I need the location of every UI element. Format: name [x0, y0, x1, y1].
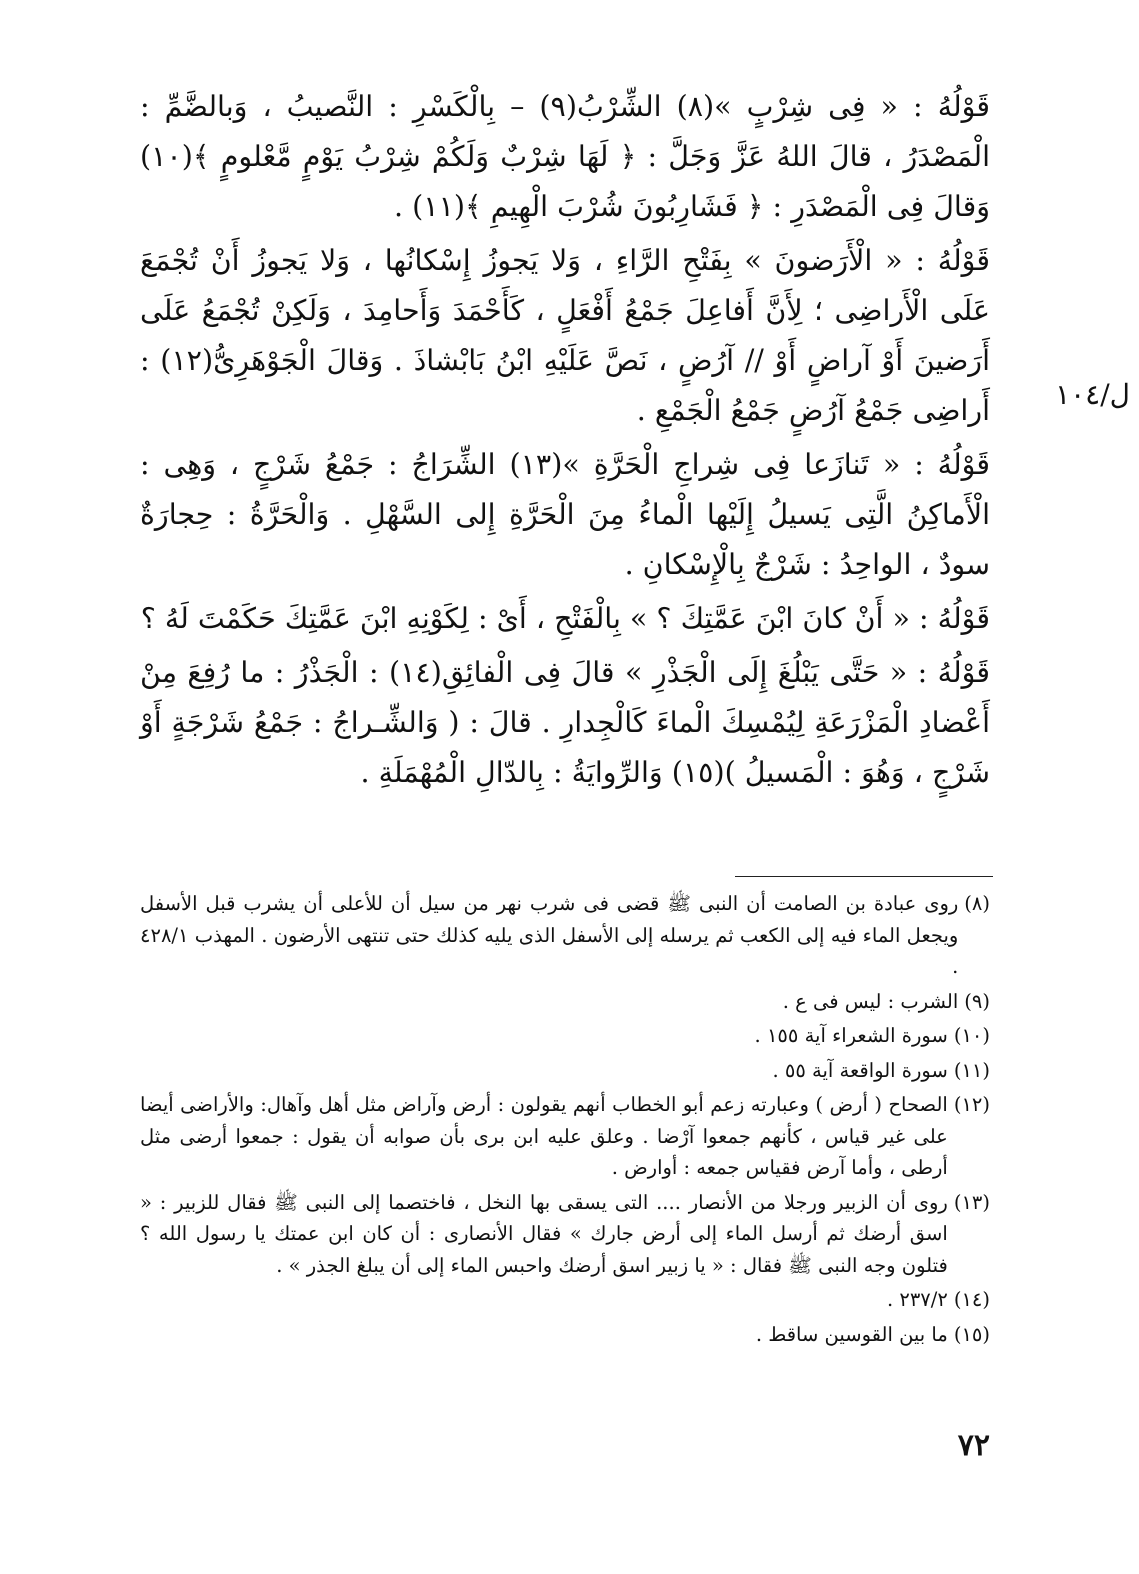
paragraph-jadhr: قَوْلُهُ : « حَتَّى يَبْلُغَ إِلَى الْجَذْرِ » قالَ فِى الْفائِقِ(١٤) : الْجَذْرُ : ما رُفِعَ مِنْ أَعْضادِ الْمَزْرَعَةِ لِيُمْسِكَ الْماءَ كَالْجِدارِ . قالَ : ( وَالشِّـراجُ : جَمْعُ شَرْجَةٍ أَوْ شَرْجٍ ، وَهُوَ : الْمَسيلُ )(١٥) وَالرِّوايَةُ : بِالدّالِ الْمُهْمَلَةِ .: [140, 656, 990, 789]
footnote-item: [140, 888, 990, 983]
footnote-number: (١٠): [953, 1024, 990, 1047]
footnote-item: [140, 1089, 990, 1184]
footnote-text: ما بين القوسين ساقط .: [755, 1322, 948, 1346]
footnote-item: [140, 1187, 990, 1282]
footnote-item: [140, 1020, 990, 1052]
footnote-text: الشرب : ليس فى ع .: [782, 989, 959, 1013]
footnote-number: (١٣): [953, 1190, 990, 1214]
footnote-text: ٢٣٧/٢ .: [886, 1288, 948, 1311]
footnote-number: (١١): [953, 1058, 990, 1082]
footnote-item: [140, 986, 990, 1018]
footnote-number: (١٤): [953, 1288, 990, 1311]
paragraph-shirb: قَوْلُهُ : « فِى شِرْبٍ »(٨) الشِّرْبُ(٩) – بِالْكَسْرِ : النَّصيبُ ، وَبالضَّمِّ : الْمَصْدَرُ ، قالَ اللهُ عَزَّ وَجَلَّ : ﴿ لَهَا شِرْبٌ وَلَكُمْ شِرْبُ يَوْمٍ مَّعْلومٍ ﴾(١٠) وَقالَ فِى الْمَصْدَرِ : ﴿ فَشَارِبُونَ شُرْبَ الْهِيمِ ﴾(١١) .: [140, 90, 991, 223]
footnotes: [140, 888, 990, 1353]
page-number: ٧٢: [957, 1428, 990, 1463]
footnote-number: (٩): [964, 989, 990, 1013]
footnote-text: الصحاح ( أرض ) وعبارته زعم أبو الخطاب أنهم يقولون : أرض وآراض مثل أهل وآهال: والأراضى أيضا على غير قياس ، كأنهم جمعوا آرْضا . وعلق عليه ابن برى بأن صوابه أن يقول : جمعوا أرضى مثل أرطى ، وأما آرض فقياس جمعه : أوارض .: [140, 1093, 948, 1179]
paragraph-ibn-ammatik: قَوْلُهُ : « أَنْ كانَ ابْنَ عَمَّتِكَ ؟ » بِالْفَتْحِ ، أَىْ : لِكَوْنِهِ ابْنَ عَمَّتِكَ حَكَمْتَ لَهُ ؟: [140, 602, 990, 635]
manuscript-folio-marker: ل/١٠٤: [1055, 378, 1130, 411]
main-text: [140, 82, 990, 802]
paragraph-shiraj: قَوْلُهُ : « تَنازَعا فِى شِراجِ الْحَرَّةِ »(١٣) الشِّرَاجُ : جَمْعُ شَرْجٍ ، وَهِى : الْأَماكِنُ الَّتِى يَسيلُ إِلَيْها الْماءُ مِنَ الْحَرَّةِ إِلى السَّهْلِ . وَالْحَرَّةُ : حِجارَةٌ سودٌ ، الواحِدُ : شَرْجٌ بِالْإِسْكانِ .: [140, 448, 990, 581]
paragraph-aradun: قَوْلُهُ : « الْأَرَضونَ » بِفَتْحِ الرَّاءِ ، وَلا يَجوزُ إِسْكانُها ، وَلا يَجوزُ أَنْ تُجْمَعَ عَلَى الْأَراضِى ؛ لِأَنَّ أَفاعِلَ جَمْعُ أَفْعَلٍ ، كَأَحْمَدَ وَأَحامِدَ ، وَلَكِنْ تُجْمَعُ عَلَى أَرَضينَ أَوْ آراضٍ أَوْ // آرُضٍ ، نَصَّ عَلَيْهِ ابْنُ بَابْشاذَ . وَقالَ الْجَوْهَرِىُّ(١٢) : أَراضِى جَمْعُ آرُضٍ جَمْعُ الْجَمْعِ .: [140, 244, 990, 427]
footnote-number: (٨): [964, 892, 990, 915]
footnote-text: روى أن الزبير ورجلا من الأنصار .... التى يسقى بها النخل ، فاختصما إلى النبى ﷺ فقال للزبير : « اسق أرضك ثم أرسل الماء إلى أرض جارك » فقال الأنصارى : أن كان ابن عمتك يا رسول الله ؟ فتلون وجه النبى ﷺ فقال : « يا زبير اسق أرضك واحبس الماء إلى أن يبلغ الجذر » .: [140, 1190, 948, 1277]
footnote-item: [140, 1055, 990, 1087]
footnote-divider: [735, 876, 993, 877]
footnote-item: [140, 1284, 990, 1316]
footnote-text: سورة الشعراء آية ١٥٥ .: [754, 1024, 948, 1047]
footnote-item: [140, 1319, 990, 1351]
footnote-text: سورة الواقعة آية ٥٥ .: [772, 1058, 948, 1082]
footnote-text: روى عبادة بن الصامت أن النبى ﷺ قضى فى شرب نهر من سيل أن للأعلى أن يشرب قبل الأسفل ويجعل الماء فيه إلى الكعب ثم يرسله إلى الأسفل الذى يليه كذلك حتى تنتهى الأرضون . المهذب ٤٢٨/١ .: [140, 892, 959, 978]
footnote-number: (١٥): [953, 1322, 990, 1346]
footnote-number: (١٢): [953, 1093, 990, 1116]
